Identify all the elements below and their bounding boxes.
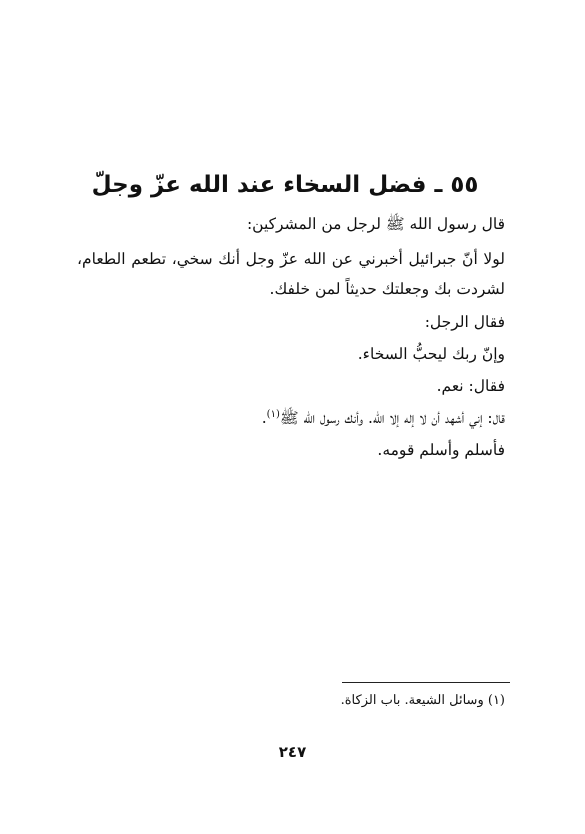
paragraph-6-text: قال: إني أشهد أن لا إله إلا الله. وأنك رسول الله ﷺ — [279, 409, 505, 427]
paragraph-6-period: . — [261, 409, 267, 427]
paragraph-4: وإنّ ربك ليحبُّ السخاء. — [357, 345, 505, 363]
section-title: ٥٥ ـ فضل السخاء عند الله عزّ وجلّ — [91, 172, 479, 198]
paragraph-5: فقال: نعم. — [436, 377, 505, 395]
paragraph-3: فقال الرجل: — [424, 313, 505, 331]
paragraph-1: قال رسول الله ﷺ لرجل من المشركين: — [246, 215, 505, 233]
page-number: ٢٤٧ — [278, 743, 307, 761]
footnote-divider — [342, 682, 510, 683]
paragraph-2: لولا أنّ جبرائيل أخبرني عن الله عزّ وجل أنك سخي، تطعم الطعام، لشردت بك وجعلتك حديثاً لمن خلفك. — [77, 250, 505, 298]
footnote-marker: (١) — [266, 408, 280, 420]
paragraph-6 — [262, 406, 505, 430]
footnote: (١) وسائل الشيعة. باب الزكاة. — [340, 693, 505, 708]
paragraph-7: فأسلم وأسلم قومه. — [377, 441, 505, 459]
